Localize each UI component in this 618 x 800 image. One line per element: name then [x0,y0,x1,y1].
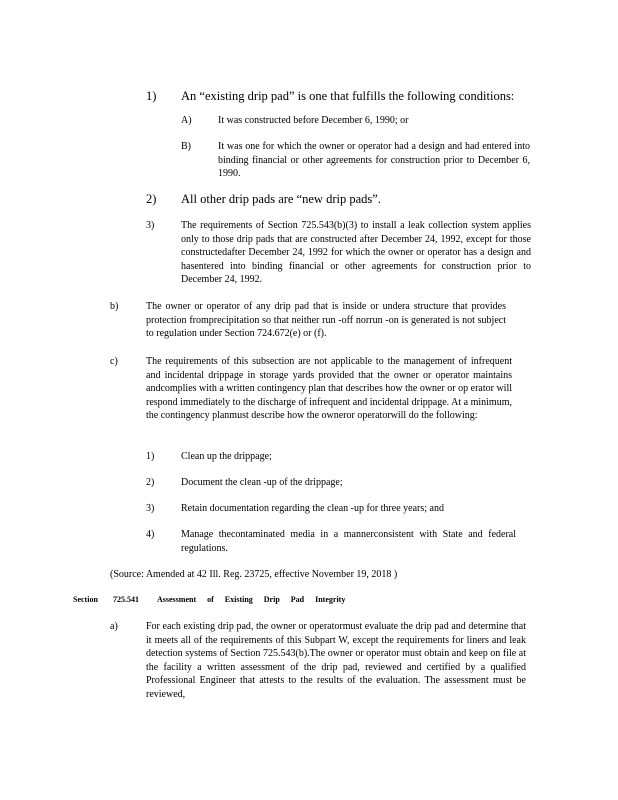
item-1b-label: B) [181,141,191,152]
item-c2-text: Document the clean -up of the drippage; [181,477,343,488]
section-number: 725.541 [113,595,139,604]
item-b-label: b) [110,301,119,312]
item-c-text: The requirements of this subsection are not applicable to the management of infrequent and incidental drippage in storage yards provided that the owner or operator maintains andcomplies with a written contingency plan that describes how the owner or op erator will respond immediately to the discharge of infrequent and incidental drippage. At a minimum, the contingency planmust describe how the owneror operatorwill do the following: [146,356,513,422]
item-1-label: 1) [146,89,157,103]
item-3-text: The requirements of Section 725.543(b)(3) to install a leak collection system applies only to those drip pads that are constructed after December 24, 1992, except for those constructedafter December 24, 1992 for which the owner or operator has a design and hasentered into binding financial or other agreements for construction prior to December 24, 1992. [181,220,531,286]
item-c3-text: Retain documentation regarding the clean -up for three years; and [181,503,444,514]
item-c4-label: 4) [146,529,155,540]
section-word: Section [73,595,98,604]
item-1a-label: A) [181,115,192,126]
item-2-label: 2) [146,192,157,206]
item-1a-text: It was constructed before December 6, 1990; or [218,115,409,126]
item-1b-text: It was one for which the owner or operator had a design and had entered into binding financial or other agreements for construction prior to December 6, 1990. [218,141,530,180]
source-note: (Source: Amended at 42 Ill. Reg. 23725, effective November 19, 2018 ) [110,569,398,580]
item-c3-label: 3) [146,503,155,514]
item-c-label: c) [110,356,118,367]
item-c1-label: 1) [146,451,155,462]
item-2-text: All other drip pads are “new drip pads”. [181,192,381,206]
item-a-text: For each existing drip pad, the owner or operatormust evaluate the drip pad and determine that it meets all of the requirements of this Subpart W, except the requirements for liners and leak detection systems of Section 725.543(b).The owner or operator must obtain and keep on file at the facility a written assessment of the drip pad, reviewed and certified by a qualified Professional Engineer that attests to the results of the evaluation. The assessment must be reviewed, [146,621,526,700]
item-b-text: The owner or operator of any drip pad that is inside or undera structure that provides protection fromprecipitation so that neither run -off norrun -on is generated is not subject to regulation under Section 724.672(e) or (f). [146,301,506,340]
item-c4-text: Manage thecontaminated media in a mannerconsistent with State and federal regulations. [181,529,516,554]
item-c1-text: Clean up the drippage; [181,451,272,462]
item-1-text: An “existing drip pad” is one that fulfills the following conditions: [181,89,515,103]
item-c2-label: 2) [146,477,155,488]
item-a-label: a) [110,621,118,632]
section-title: Assessment of Existing Drip Pad Integrity [157,595,346,604]
item-3-label: 3) [146,220,155,231]
